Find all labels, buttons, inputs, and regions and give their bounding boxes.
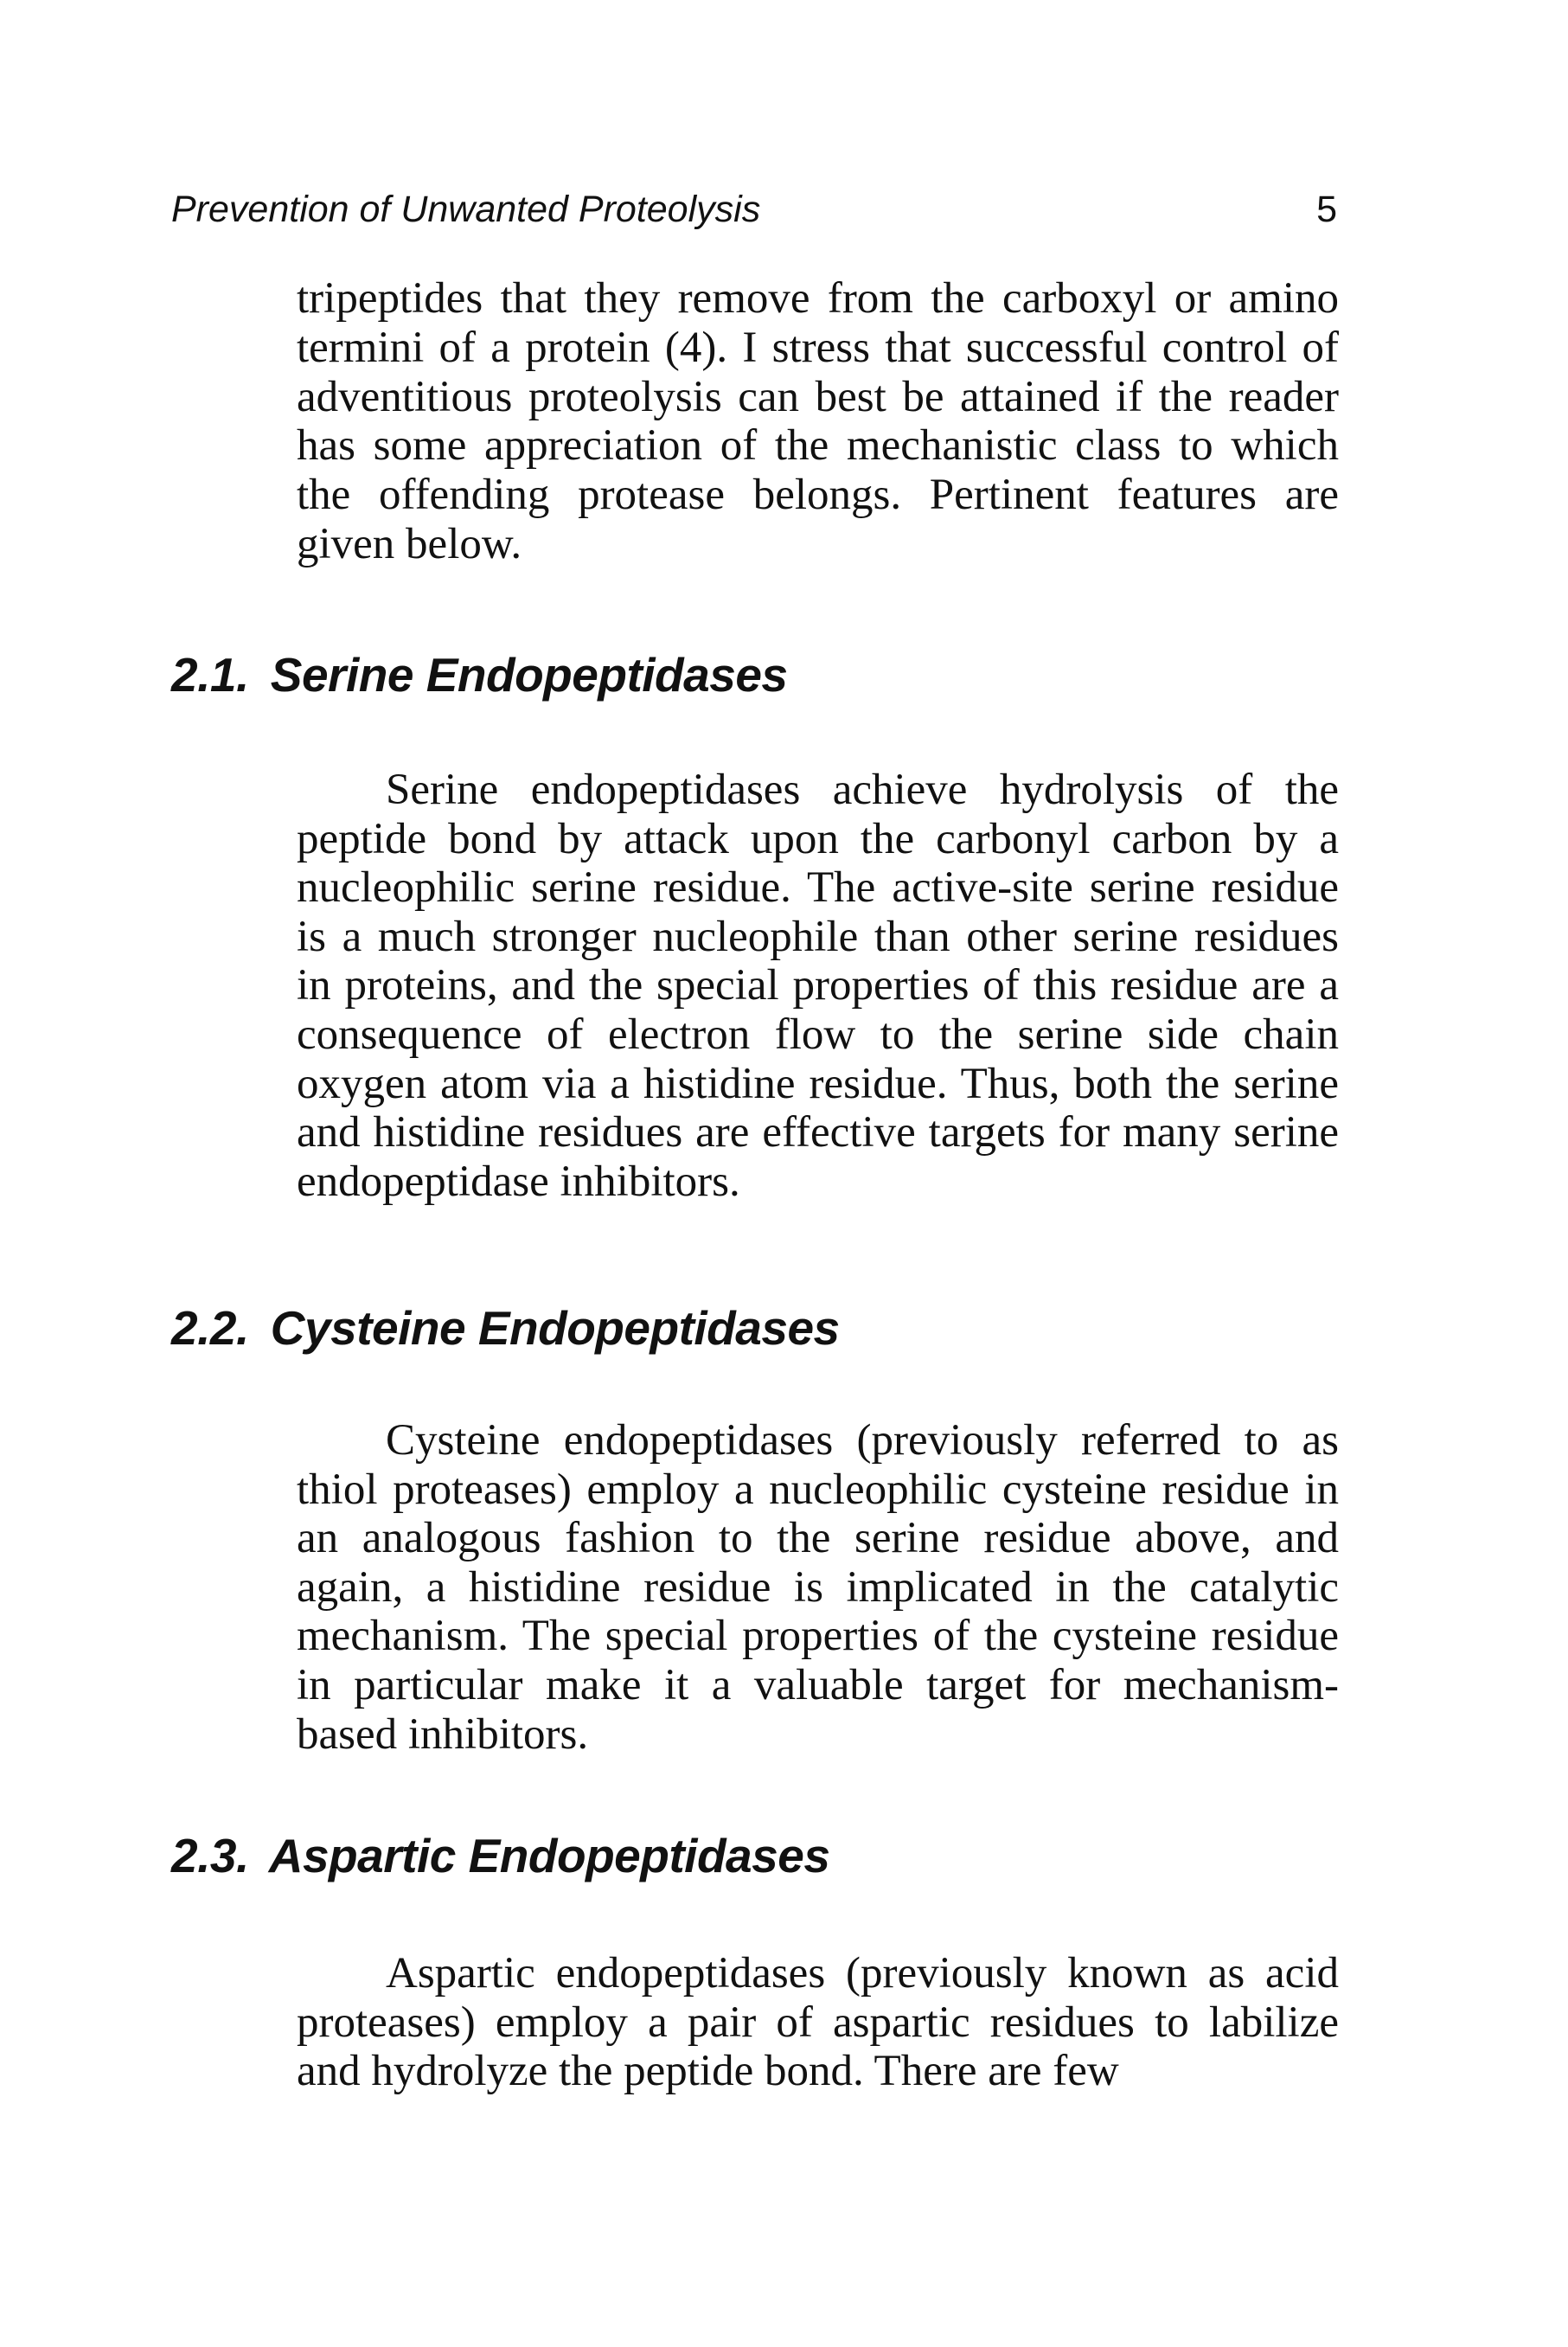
intro-paragraph: tripeptides that they remove from the carboxyl or amino termini of a protein (4). I stress that successful control of adventitious proteolysis can best be attained if the reader has some appreciation of the mechanistic class to which the offending protease belongs. Pertinent features are given below. bbox=[297, 274, 1339, 568]
page-number: 5 bbox=[1316, 189, 1337, 230]
section-title: Serine Endopeptidases bbox=[270, 648, 788, 702]
section-paragraph-serine: Serine endopeptidases achieve hydrolysis of the peptide bond by attack upon the carbonyl carbon by a nucleophilic serine residue. The active-site serine residue is a much stronger nucleophile than other serine residues in proteins, and the special properties of this residue are a consequence of electron flow to the serine side chain oxygen atom via a histidine residue. Thus, both the serine and histidine residues are effective targets for many serine endopeptidase inhibitors. bbox=[297, 766, 1339, 1206]
section-paragraph-aspartic: Aspartic endopeptidases (previously known as acid proteases) employ a pair of aspartic residues to labilize and hydrolyze the peptide bond. There are few bbox=[297, 1949, 1339, 2096]
section-heading-2-3 bbox=[171, 1825, 829, 1886]
section-heading-2-1 bbox=[171, 644, 788, 705]
running-header bbox=[171, 183, 1337, 235]
section-paragraph-cysteine: Cysteine endopeptidases (previously referred to as thiol proteases) employ a nucleophilic cysteine residue in an analogous fashion to the serine residue above, and again, a histidine residue is implicated in the catalytic mechanism. The special properties of the cysteine residue in particular make it a valuable target for mechanism-based inhibitors. bbox=[297, 1416, 1339, 1759]
section-heading-2-2 bbox=[171, 1298, 840, 1358]
running-title: Prevention of Unwanted Proteolysis bbox=[171, 189, 761, 230]
section-title: Cysteine Endopeptidases bbox=[270, 1301, 840, 1355]
section-number: 2.3. bbox=[171, 1829, 249, 1882]
section-number: 2.2. bbox=[171, 1301, 249, 1355]
section-number: 2.1. bbox=[171, 648, 249, 702]
section-title: Aspartic Endopeptidases bbox=[268, 1829, 830, 1882]
